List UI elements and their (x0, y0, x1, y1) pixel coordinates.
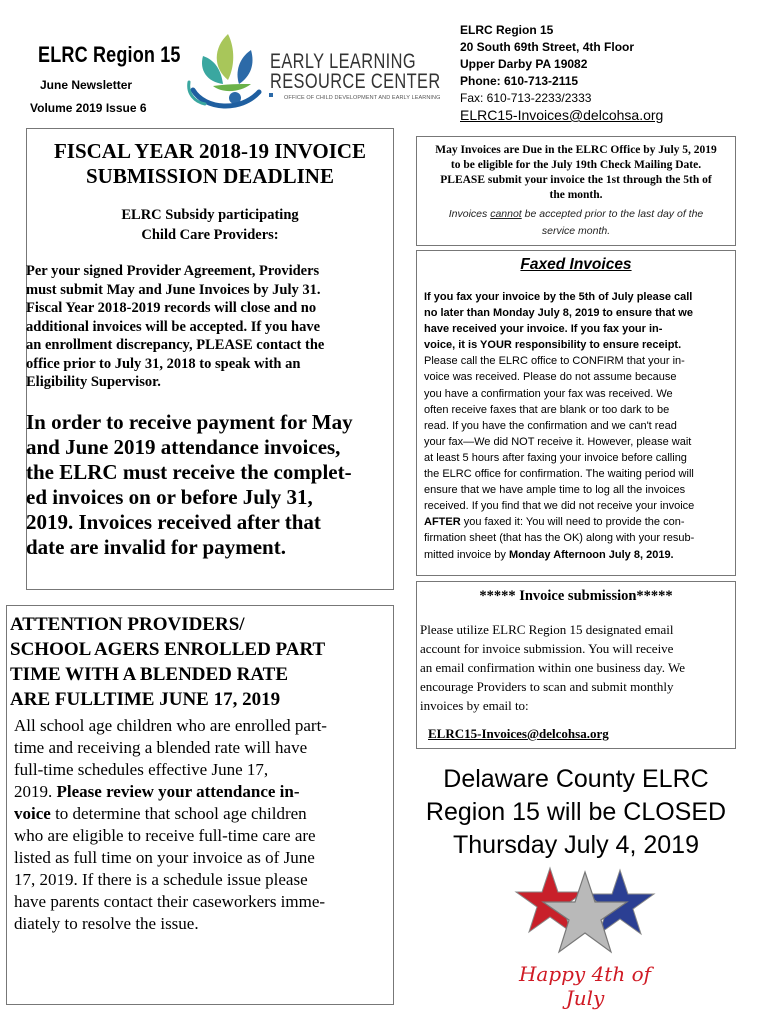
attention-line: time and receiving a blended rate will have (14, 738, 308, 757)
volume-label: Volume 2019 Issue 6 (30, 101, 147, 115)
attention-body (14, 715, 398, 935)
logo-subline: OFFICE OF CHILD DEVELOPMENT AND EARLY LEARNING (284, 95, 441, 101)
attention-line: All school age children who are enrolled part- (14, 716, 327, 735)
faxed-line: voice was received. Please do not assume because (424, 371, 677, 384)
due-line: PLEASE submit your invoice the 1st through the 5th of (440, 174, 712, 186)
faxed-bold-line: voice, it is YOUR responsibility to ensure receipt. (424, 339, 682, 352)
submission-body (420, 620, 736, 715)
faxed-bold-line: If you fax your invoice by the 5th of July please call (424, 291, 693, 303)
due-line: the month. (549, 189, 603, 201)
attention-line5-bold: voice (14, 804, 51, 823)
submission-line: Please utilize ELRC Region 15 designated email (420, 622, 674, 637)
submission-line: invoices by email to: (420, 698, 529, 713)
submission-title: ***** Invoice submission***** (479, 588, 673, 604)
closure-line: Thursday July 4, 2019 (453, 831, 699, 859)
attention-title-line: ARE FULLTIME JUNE 17, 2019 (10, 689, 281, 710)
faxed-line: received. If you find that we did not receive your invoice (424, 500, 695, 513)
fiscal-body-line: Per your signed Provider Agreement, Providers (26, 263, 320, 279)
fiscal-emphasis-line: the ELRC must receive the complet- (26, 460, 352, 484)
faxed-last-pre: mitted invoice by (424, 548, 509, 561)
closure-line: Region 15 will be CLOSED (425, 798, 727, 826)
newsletter-label: June Newsletter (40, 78, 133, 92)
faxed-line: often receive faxes that are blank or too dark to be (424, 403, 670, 416)
faxed-after-rest: you faxed it: You will need to provide the con- (460, 516, 685, 529)
contact-address2: Upper Darby PA 19082 (460, 57, 588, 71)
contact-email-link[interactable]: ELRC15-Invoices@delcohsa.org (460, 107, 664, 123)
due-line: to be eligible for the July 19th Check Mailing Date. (450, 159, 702, 171)
logo-text-line2: RESOURCE CENTER (270, 70, 441, 93)
fiscal-body-line: must submit May and June Invoices by July 31. (26, 281, 321, 298)
fiscal-emphasis-line: ed invoices on or before July 31, (26, 485, 313, 509)
fiscal-emphasis-line: date are invalid for payment. (26, 535, 286, 559)
fiscal-body (26, 262, 392, 392)
submission-line: encourage Providers to scan and submit monthly (420, 679, 674, 694)
attention-line: who are eligible to receive full-time care are (14, 826, 316, 845)
due-note-pre: Invoices (448, 208, 491, 220)
fiscal-body-line: additional invoices will be accepted. If you have (26, 318, 321, 335)
fiscal-body-line: office prior to July 31, 2018 to speak with an (26, 355, 301, 372)
faxed-body (424, 289, 734, 563)
fiscal-emphasis (26, 410, 392, 560)
fiscal-subtitle (60, 205, 360, 245)
faxed-line: the ELRC office for confirmation. The waiting period will (424, 468, 694, 481)
faxed-bold-line: have received your invoice. If you fax your in- (424, 323, 663, 336)
attention-line: full-time schedules effective June 17, (14, 760, 269, 779)
due-note (420, 206, 732, 240)
contact-phone: Phone: 610-713-2115 (460, 74, 579, 88)
attention-line: have parents contact their caseworkers imme- (14, 892, 326, 911)
attention-line5-rest: to determine that school age children (50, 804, 307, 823)
contact-address1: 20 South 69th Street, 4th Floor (460, 40, 635, 54)
submission-line: account for invoice submission. You will receive (420, 641, 674, 656)
faxed-line: your fax—We did NOT receive it. However, please wait (424, 435, 692, 448)
attention-line: listed as full time on your invoice as of June (14, 848, 315, 867)
attention-line4-bold: Please review your attendance in- (56, 782, 300, 801)
faxed-line: firmation sheet (that has the OK) along with your resub- (424, 532, 695, 545)
faxed-after-line (424, 514, 734, 530)
faxed-line: you have a confirmation your fax was received. We (424, 387, 673, 400)
faxed-line: read. If you have the confirmation and we can't read (424, 419, 677, 432)
fiscal-body-line: Fiscal Year 2018-2019 records will close and no (26, 300, 317, 316)
contact-block (460, 22, 663, 124)
due-note-post: be accepted prior to the last day of the (521, 208, 704, 220)
submission-email-link[interactable]: ELRC15-Invoices@delcohsa.org (428, 726, 609, 741)
attention-title-line: SCHOOL AGERS ENROLLED PART (10, 639, 326, 660)
fiscal-emphasis-line: and June 2019 attendance invoices, (26, 435, 341, 459)
closure-line: Delaware County ELRC (443, 765, 709, 793)
faxed-line: Please call the ELRC office to CONFIRM that your in- (424, 355, 685, 368)
due-note-line2: service month. (541, 225, 611, 237)
faxed-last-bold: Monday Afternoon July 8, 2019. (508, 548, 674, 561)
due-text (420, 143, 732, 203)
faxed-line: ensure that we have ample time to log all the invoices (424, 484, 686, 497)
region-title: ELRC Region 15 (38, 42, 181, 67)
faxed-bold-line: no later than Monday July 8, 2019 to ensure that we (424, 307, 693, 320)
attention-line: 17, 2019. If there is a schedule issue please (14, 870, 308, 889)
attention-title-line: TIME WITH A BLENDED RATE (10, 664, 289, 685)
attention-line (14, 781, 398, 803)
fiscal-emphasis-line: 2019. Invoices received after that (26, 510, 321, 534)
contact-fax: Fax: 610-713-2233/2333 (460, 91, 592, 105)
faxed-after-bold: AFTER (424, 516, 461, 529)
attention-title (10, 612, 394, 712)
faxed-title: Faxed Invoices (520, 256, 632, 273)
submission-line: an email confirmation within one business day. We (420, 660, 686, 675)
faxed-last-line (424, 547, 734, 563)
due-note-line1 (420, 206, 732, 223)
contact-name: ELRC Region 15 (460, 23, 554, 37)
faxed-line: at least 5 hours after faxing your invoice before calling (424, 451, 687, 464)
due-note-underlined: cannot (490, 208, 522, 220)
stars-illustration (510, 860, 660, 960)
fiscal-body-line: Eligibility Supervisor. (26, 374, 161, 390)
attention-line4-pre: 2019. (14, 782, 57, 801)
fiscal-title (36, 139, 384, 189)
fiscal-subtitle-line: ELRC Subsidy participating (121, 207, 299, 223)
attention-title-line: ATTENTION PROVIDERS/ (10, 614, 245, 635)
fiscal-body-line: an enrollment discrepancy, PLEASE contact the (26, 337, 325, 353)
logo-text-line1: EARLY LEARNING (270, 50, 416, 73)
fiscal-emphasis-line: In order to receive payment for May (26, 410, 353, 434)
fiscal-title-line: FISCAL YEAR 2018-19 INVOICE (53, 139, 367, 163)
due-line: May Invoices are Due in the ELRC Office by July 5, 2019 (435, 144, 717, 156)
fiscal-title-line: SUBMISSION DEADLINE (86, 164, 334, 188)
attention-line (14, 803, 398, 825)
attention-line: diately to resolve the issue. (14, 914, 199, 933)
happy-4th-greeting: Happy 4th of July (518, 962, 652, 1010)
fiscal-subtitle-line: Child Care Providers: (141, 227, 279, 243)
